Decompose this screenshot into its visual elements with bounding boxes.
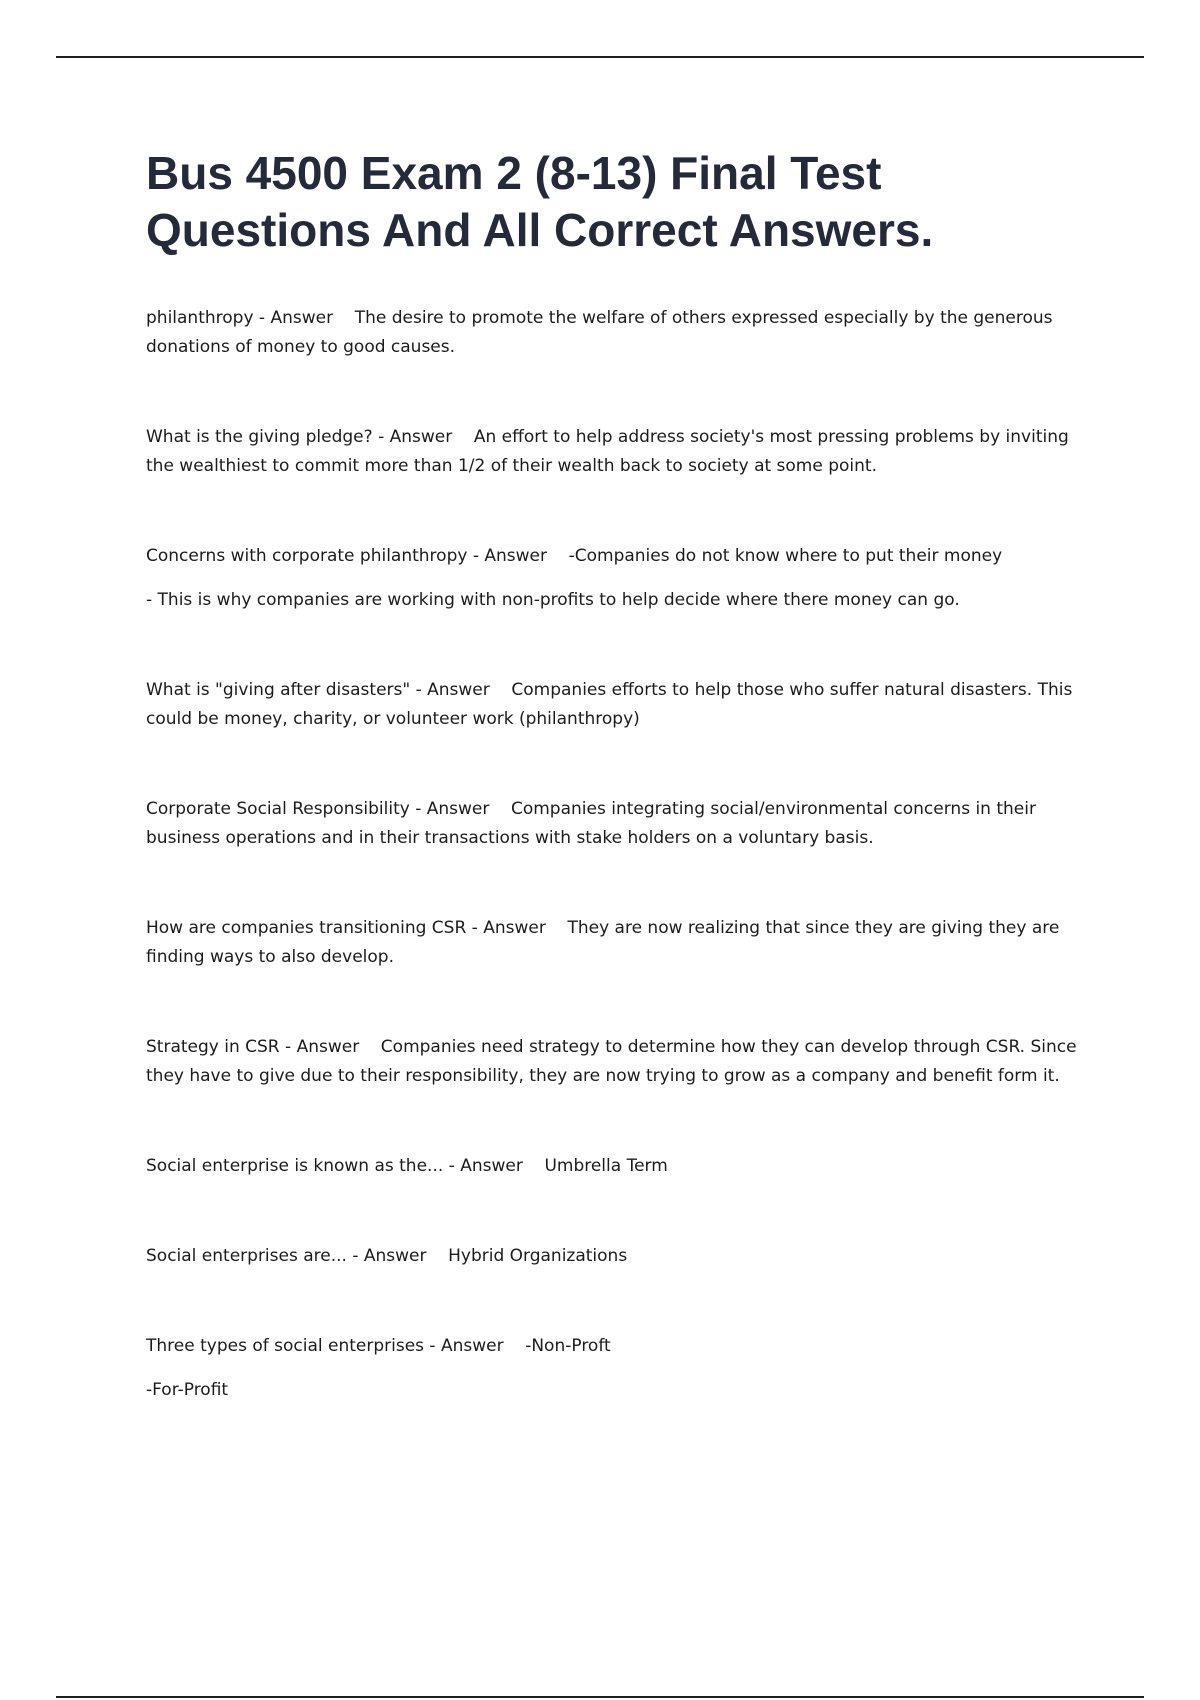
answer-marker: - Answer (279, 1037, 381, 1057)
answer-continuation: -For-Profit (146, 1380, 229, 1400)
qa-item (146, 914, 1086, 972)
qa-item (146, 423, 1086, 481)
qa-item (146, 542, 1086, 615)
question-text: Corporate Social Responsibility (146, 799, 410, 819)
answer-text: An effort to help address society's most pressing problems by inviting the wealthiest to commit more than 1/2 of their wealth back to society at some point. (146, 427, 1069, 476)
question-text: Concerns with corporate philanthropy (146, 546, 468, 566)
bottom-divider (56, 1696, 1144, 1698)
question-text: Strategy in CSR (146, 1037, 280, 1057)
document-body (146, 145, 1086, 1466)
answer-marker: - Answer (410, 680, 512, 700)
answer-text: Umbrella Term (544, 1156, 668, 1176)
answer-marker: - Answer (466, 918, 568, 938)
answer-text: Companies integrating social/environmental concerns in their business operations and in their transactions with stake holders on a voluntary basis. (146, 799, 1036, 848)
answer-text: -Non-Proft (525, 1336, 611, 1356)
answer-marker: - Answer (409, 799, 511, 819)
answer-marker: - Answer (467, 546, 569, 566)
answer-marker: - Answer (346, 1246, 449, 1266)
answer-text: -Companies do not know where to put their money (568, 546, 1003, 566)
qa-item (146, 1033, 1086, 1091)
question-text: Social enterprises are... (146, 1246, 347, 1266)
qa-item (146, 1242, 1086, 1271)
question-text: Social enterprise is known as the... (146, 1156, 444, 1176)
answer-marker: - Answer (372, 427, 474, 447)
answer-marker: - Answer (443, 1156, 545, 1176)
qa-list (146, 304, 1086, 1405)
qa-item (146, 676, 1086, 734)
qa-item (146, 1332, 1086, 1405)
question-text: Three types of social enterprises (146, 1336, 425, 1356)
question-text: What is the giving pledge? (146, 427, 373, 447)
answer-marker: - Answer (253, 308, 355, 328)
answer-text: Companies need strategy to determine how they can develop through CSR. Since they have to give due to their responsibility, they are now trying to grow as a company and benefit form it. (146, 1037, 1077, 1086)
qa-item (146, 1152, 1086, 1181)
answer-text: Hybrid Organizations (448, 1246, 628, 1266)
top-divider (56, 56, 1144, 58)
question-text: What is "giving after disasters" (146, 680, 411, 700)
document-title: Bus 4500 Exam 2 (8-13) Final Test Questions And All Correct Answers. (146, 147, 934, 256)
question-text: philanthropy (146, 308, 254, 328)
answer-text: They are now realizing that since they are giving they are finding ways to also develop. (146, 918, 1060, 967)
answer-continuation: - This is why companies are working with non-profits to help decide where there money can go. (146, 590, 960, 610)
question-text: How are companies transitioning CSR (146, 918, 467, 938)
answer-text: The desire to promote the welfare of others expressed especially by the generous donations of money to good causes. (146, 308, 1053, 357)
qa-item (146, 795, 1086, 853)
answer-text: Companies efforts to help those who suffer natural disasters. This could be money, charity, or volunteer work (philanthropy) (146, 680, 1073, 729)
qa-item (146, 304, 1086, 362)
answer-marker: - Answer (424, 1336, 526, 1356)
